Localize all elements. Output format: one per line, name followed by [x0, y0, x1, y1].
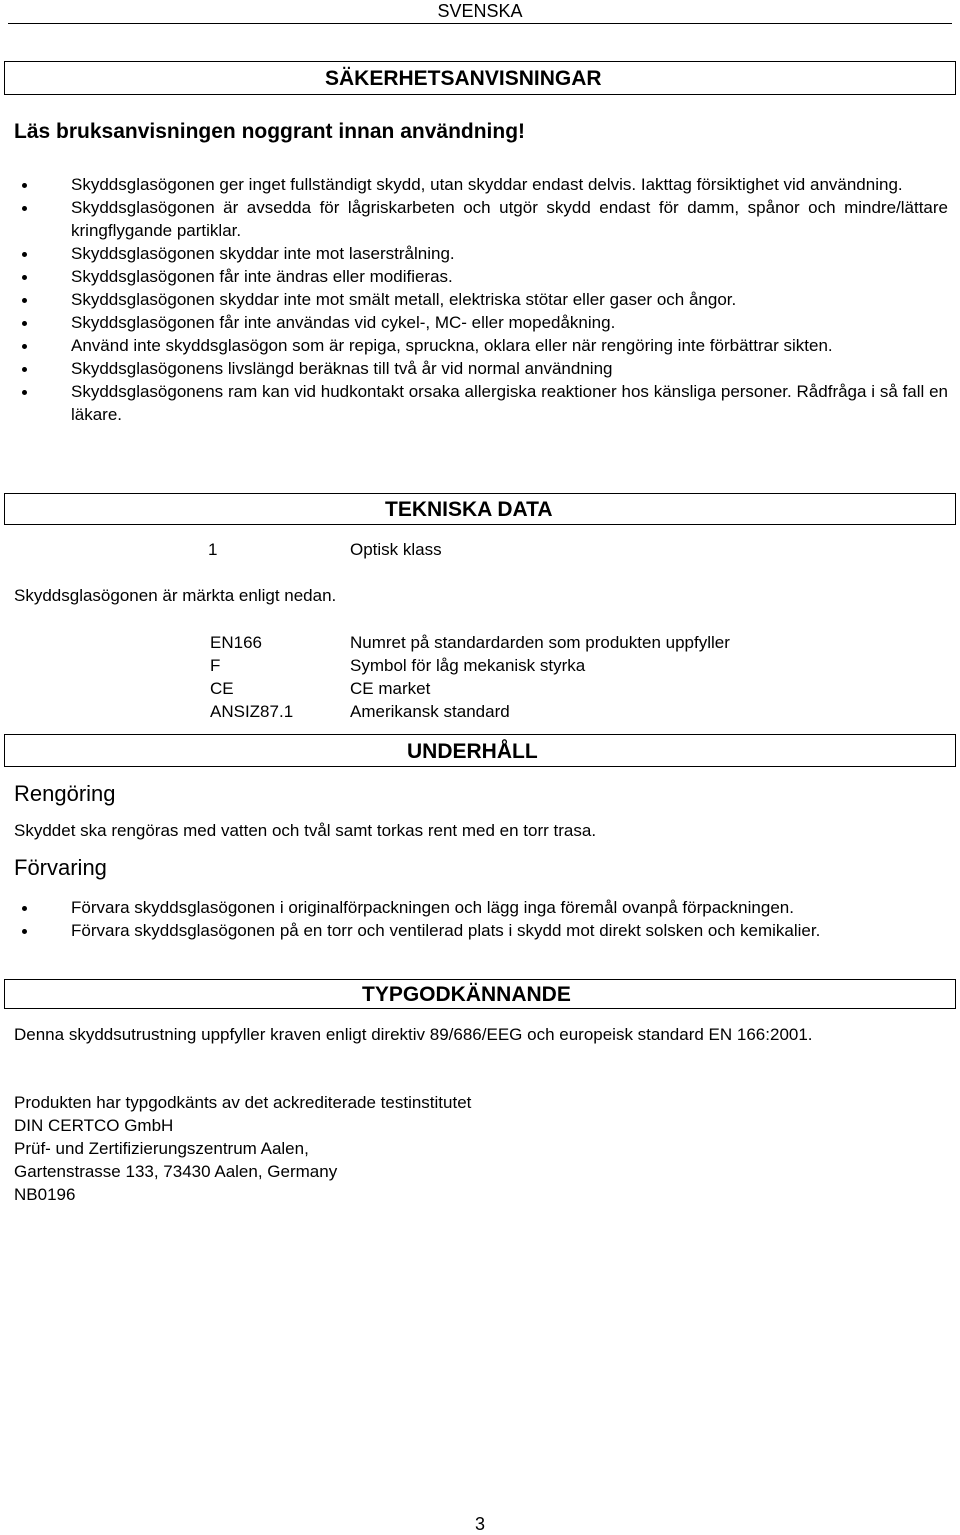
- marking-code: CE: [210, 679, 234, 698]
- safety-bullet-list: [14, 173, 948, 426]
- marking-description: Symbol för låg mekanisk styrka: [350, 656, 586, 675]
- marking-code: EN166: [210, 633, 262, 652]
- approval-title-box: [4, 979, 956, 1009]
- institute-line: NB0196: [14, 1185, 76, 1204]
- technical-title-box: [4, 493, 956, 525]
- bullet-icon: [22, 344, 27, 349]
- page-number: 3: [474, 1514, 485, 1534]
- bullet-icon: [22, 275, 27, 280]
- institute-line: Produkten har typgodkänts av det ackrediterade testinstitutet: [14, 1093, 472, 1112]
- approval-title: TYPGODKÄNNANDE: [362, 983, 571, 1006]
- safety-title: SÄKERHETSANVISNINGAR: [325, 67, 602, 90]
- marking-code: ANSIZ87.1: [210, 702, 294, 721]
- bullet-icon: [22, 906, 27, 911]
- bullet-icon: [22, 390, 27, 395]
- marking-intro: Skyddsglasögonen är märkta enligt nedan.: [14, 586, 337, 605]
- list-item: Förvara skyddsglasögonen på en torr och ventilerad plats i skydd mot direkt solsken och kemikalier.: [14, 919, 948, 942]
- marking-description: Numret på standardarden som produkten uppfyller: [350, 633, 730, 652]
- list-item: Skyddsglasögonens livslängd beräknas till två år vid normal användning: [14, 357, 948, 380]
- list-item: Skyddsglasögonen får inte ändras eller modifieras.: [14, 265, 948, 288]
- maintenance-title: UNDERHÅLL: [407, 740, 538, 763]
- marking-code: F: [210, 656, 221, 675]
- list-item: Skyddsglasögonen skyddar inte mot laserstrålning.: [14, 242, 948, 265]
- institute-line: Gartenstrasse 133, 73430 Aalen, Germany: [14, 1162, 338, 1181]
- storage-heading: Förvaring: [14, 855, 107, 880]
- bullet-icon: [22, 252, 27, 257]
- list-item: Skyddsglasögonen är avsedda för lågriskarbeten och utgör skydd endast för damm, spånor och mindre/lättare kringflygande partiklar.: [14, 196, 948, 242]
- safety-intro: Läs bruksanvisningen noggrant innan användning!: [14, 120, 526, 143]
- bullet-icon: [22, 298, 27, 303]
- bullet-icon: [22, 321, 27, 326]
- list-item: Skyddsglasögonens ram kan vid hudkontakt orsaka allergiska reaktioner hos känsliga personer. Rådfråga i så fall en läkare.: [14, 380, 948, 426]
- marking-description: Amerikansk standard: [350, 702, 510, 721]
- language-label: SVENSKA: [437, 1, 523, 21]
- bullet-icon: [22, 367, 27, 372]
- marking-description: CE market: [350, 679, 431, 698]
- list-item: Förvara skyddsglasögonen i originalförpackningen och lägg inga föremål ovanpå förpackningen.: [14, 896, 948, 919]
- bullet-icon: [22, 206, 27, 211]
- list-item: Skyddsglasögonen ger inget fullständigt skydd, utan skyddar endast delvis. Iakttag försiktighet vid användning.: [14, 173, 948, 196]
- optical-class-label: Optisk klass: [350, 540, 442, 559]
- bullet-icon: [22, 929, 27, 934]
- safety-title-box: [4, 61, 956, 95]
- directive-text: Denna skyddsutrustning uppfyller kraven enligt direktiv 89/686/EEG och europeisk standard EN 166:2001.: [14, 1025, 813, 1044]
- bullet-icon: [22, 183, 27, 188]
- header-rule: [8, 23, 952, 24]
- optical-class-number: 1: [208, 540, 218, 559]
- storage-bullet-list: [14, 896, 948, 942]
- technical-title: TEKNISKA DATA: [385, 498, 553, 521]
- institute-line: Prüf- und Zertifizierungszentrum Aalen,: [14, 1139, 309, 1158]
- institute-line: DIN CERTCO GmbH: [14, 1116, 174, 1135]
- list-item: Använd inte skyddsglasögon som är repiga, spruckna, oklara eller när rengöring inte förbättrar sikten.: [14, 334, 948, 357]
- maintenance-title-box: [4, 734, 956, 767]
- cleaning-text: Skyddet ska rengöras med vatten och tvål samt torkas rent med en torr trasa.: [14, 821, 597, 840]
- list-item: Skyddsglasögonen får inte användas vid cykel-, MC- eller mopedåkning.: [14, 311, 948, 334]
- list-item: Skyddsglasögonen skyddar inte mot smält metall, elektriska stötar eller gaser och ångor.: [14, 288, 948, 311]
- cleaning-heading: Rengöring: [14, 781, 116, 806]
